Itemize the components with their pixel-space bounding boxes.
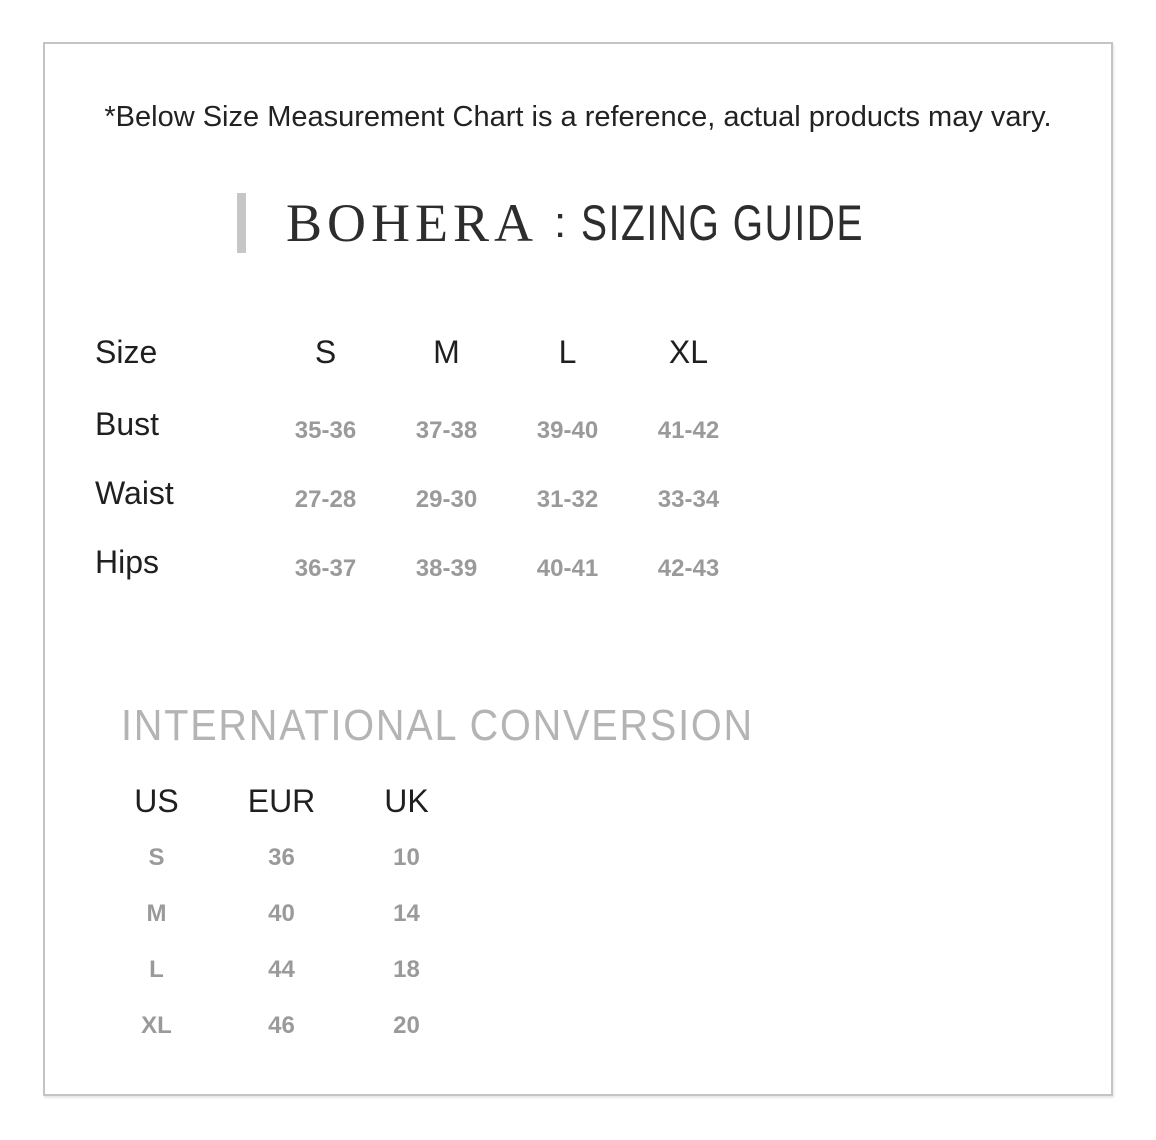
disclaimer-text: *Below Size Measurement Chart is a reference, actual products may vary.	[104, 101, 1052, 133]
conversion-xl-uk: 20	[393, 1012, 420, 1039]
hips-value-xl: 42-43	[657, 555, 720, 582]
bust-value-l: 39-40	[536, 417, 599, 444]
size-table-header-xl: XL	[668, 334, 709, 370]
size-table-row-bust	[95, 406, 749, 445]
conversion-row-s	[94, 844, 469, 872]
size-table-header-row	[95, 334, 749, 370]
title-separator: :	[554, 198, 567, 247]
row-label-hips: Hips	[95, 544, 160, 580]
conversion-header-uk: UK	[384, 783, 429, 819]
hips-value-l: 40-41	[536, 555, 599, 582]
conversion-row-m	[94, 900, 469, 928]
conversion-s-eur: 36	[268, 844, 295, 871]
hips-value-s: 36-37	[294, 555, 357, 582]
conversion-xl-eur: 46	[268, 1012, 295, 1039]
row-label-bust: Bust	[95, 406, 160, 442]
title-suffix: SIZING GUIDE	[581, 195, 865, 251]
conversion-m-uk: 14	[393, 900, 420, 927]
size-table-row-hips	[95, 544, 749, 583]
bust-value-xl: 41-42	[657, 417, 720, 444]
row-label-waist: Waist	[95, 475, 174, 511]
conversion-l-us: L	[149, 956, 164, 983]
bust-value-s: 35-36	[294, 417, 357, 444]
sizing-guide-panel	[43, 42, 1113, 1096]
brand-name: BOHERA	[286, 193, 539, 253]
conversion-title: INTERNATIONAL CONVERSION	[121, 701, 754, 750]
waist-value-s: 27-28	[294, 486, 357, 513]
conversion-header-eur: EUR	[247, 783, 316, 819]
waist-value-m: 29-30	[415, 486, 478, 513]
title-accent-bar	[237, 193, 246, 253]
hips-value-m: 38-39	[415, 555, 478, 582]
title-block	[237, 192, 944, 254]
conversion-row-xl	[94, 1012, 469, 1040]
bust-value-m: 37-38	[415, 417, 478, 444]
waist-value-l: 31-32	[536, 486, 599, 513]
size-table-header-l: L	[558, 334, 577, 370]
size-table-header-size: Size	[95, 334, 158, 370]
conversion-header-us: US	[134, 783, 179, 819]
conversion-l-eur: 44	[268, 956, 295, 983]
conversion-m-eur: 40	[268, 900, 295, 927]
waist-value-xl: 33-34	[657, 486, 720, 513]
conversion-s-us: S	[148, 844, 165, 871]
conversion-xl-us: XL	[141, 1012, 172, 1039]
conversion-m-us: M	[146, 900, 167, 927]
conversion-header-row	[94, 782, 469, 820]
conversion-l-uk: 18	[393, 956, 420, 983]
size-table-header-m: M	[433, 334, 460, 370]
size-table-row-waist	[95, 475, 749, 514]
conversion-s-uk: 10	[393, 844, 420, 871]
size-table-header-s: S	[314, 334, 337, 370]
conversion-row-l	[94, 956, 469, 984]
